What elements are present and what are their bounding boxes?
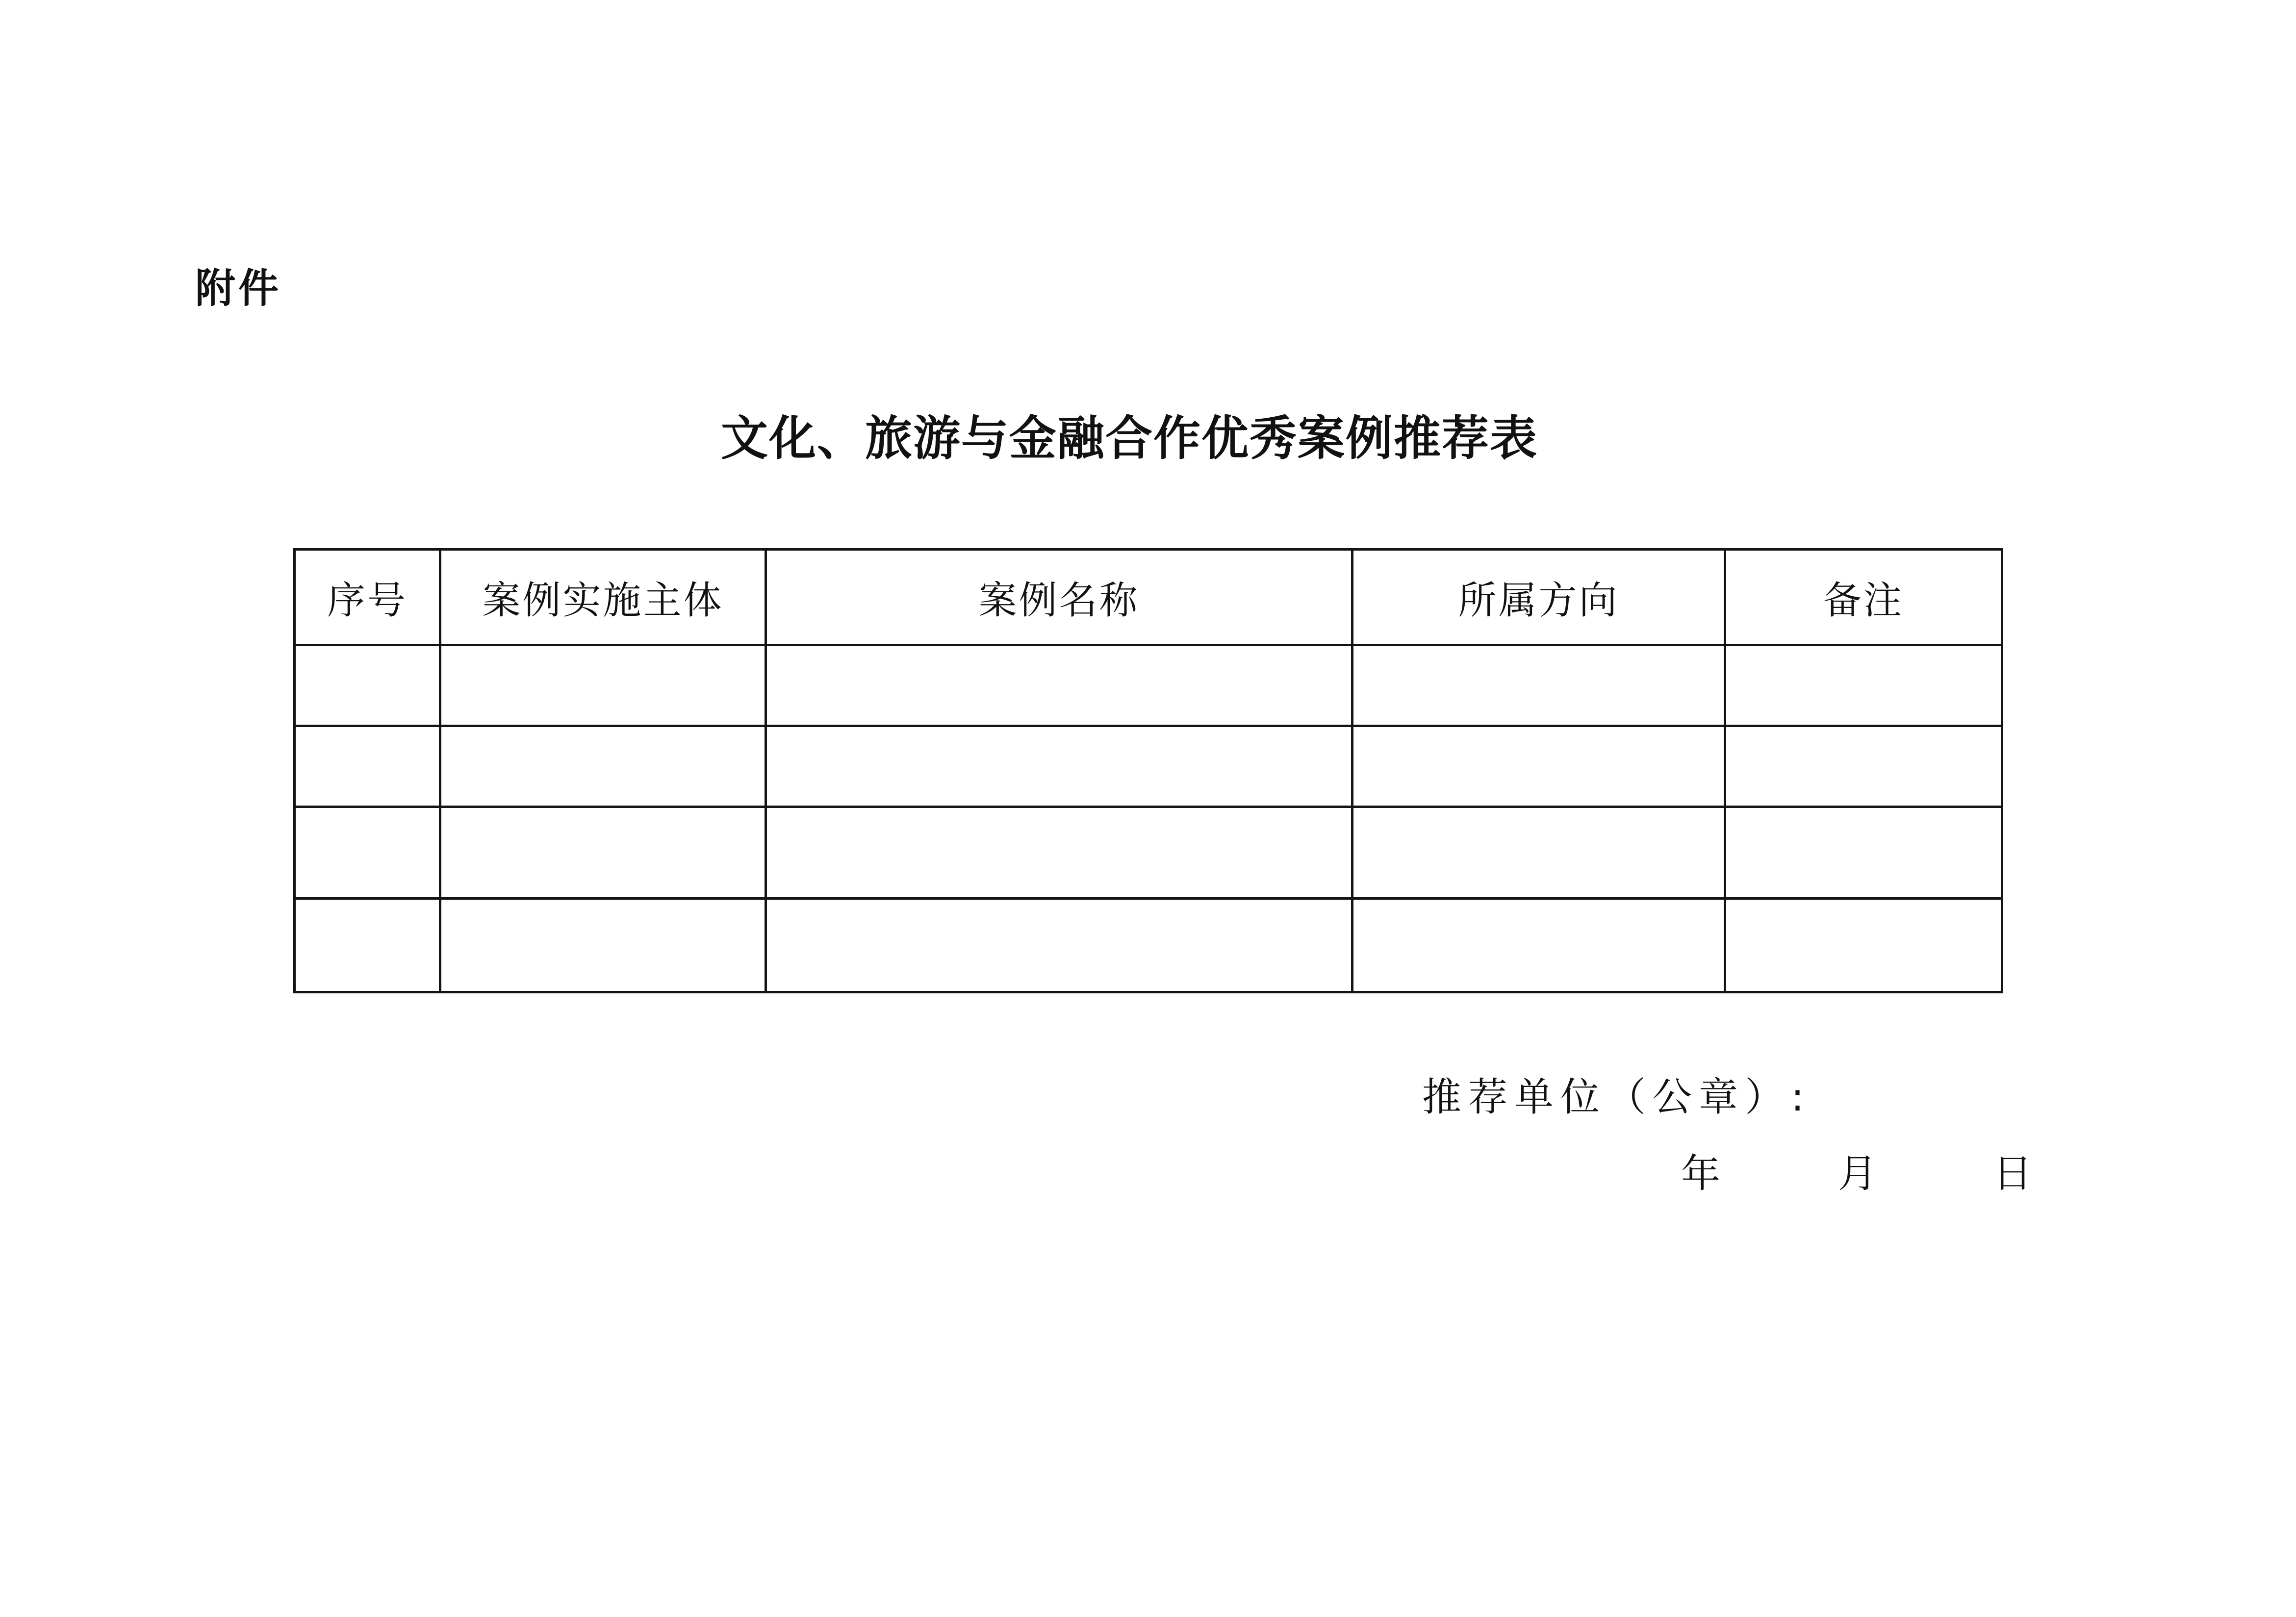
header-remarks: 备注 — [1725, 550, 2002, 645]
cell-case-implementer[interactable] — [440, 899, 766, 992]
attachment-label: 附件 — [195, 265, 282, 312]
cell-direction[interactable] — [1352, 807, 1725, 899]
cell-serial-number[interactable] — [295, 726, 440, 807]
header-case-implementer: 案例实施主体 — [440, 550, 766, 645]
date-month-label: 月 — [1838, 1151, 1877, 1196]
date-day-label: 日 — [1993, 1151, 2032, 1196]
cell-serial-number[interactable] — [295, 645, 440, 726]
table-row — [295, 807, 2002, 899]
cell-case-name[interactable] — [766, 807, 1352, 899]
cell-serial-number[interactable] — [295, 899, 440, 992]
table-row — [295, 726, 2002, 807]
header-serial-number: 序号 — [295, 550, 440, 645]
document-title: 文化、旅游与金融合作优秀案例推荐表 — [721, 410, 1538, 466]
recommendation-table — [293, 548, 2003, 993]
cell-remarks[interactable] — [1725, 726, 2002, 807]
cell-direction[interactable] — [1352, 726, 1725, 807]
cell-case-name[interactable] — [766, 726, 1352, 807]
cell-case-name[interactable] — [766, 899, 1352, 992]
cell-direction[interactable] — [1352, 645, 1725, 726]
table-header-row — [295, 550, 2002, 645]
cell-case-name[interactable] — [766, 645, 1352, 726]
cell-remarks[interactable] — [1725, 807, 2002, 899]
header-case-name: 案例名称 — [766, 550, 1352, 645]
table-row — [295, 645, 2002, 726]
cell-case-implementer[interactable] — [440, 807, 766, 899]
cell-serial-number[interactable] — [295, 807, 440, 899]
cell-case-implementer[interactable] — [440, 645, 766, 726]
cell-case-implementer[interactable] — [440, 726, 766, 807]
table-row — [295, 899, 2002, 992]
cell-remarks[interactable] — [1725, 645, 2002, 726]
recommending-unit-label: 推荐单位（公章）: — [1422, 1074, 1811, 1120]
cell-remarks[interactable] — [1725, 899, 2002, 992]
header-direction: 所属方向 — [1352, 550, 1725, 645]
date-year-label: 年 — [1681, 1151, 1720, 1196]
cell-direction[interactable] — [1352, 899, 1725, 992]
